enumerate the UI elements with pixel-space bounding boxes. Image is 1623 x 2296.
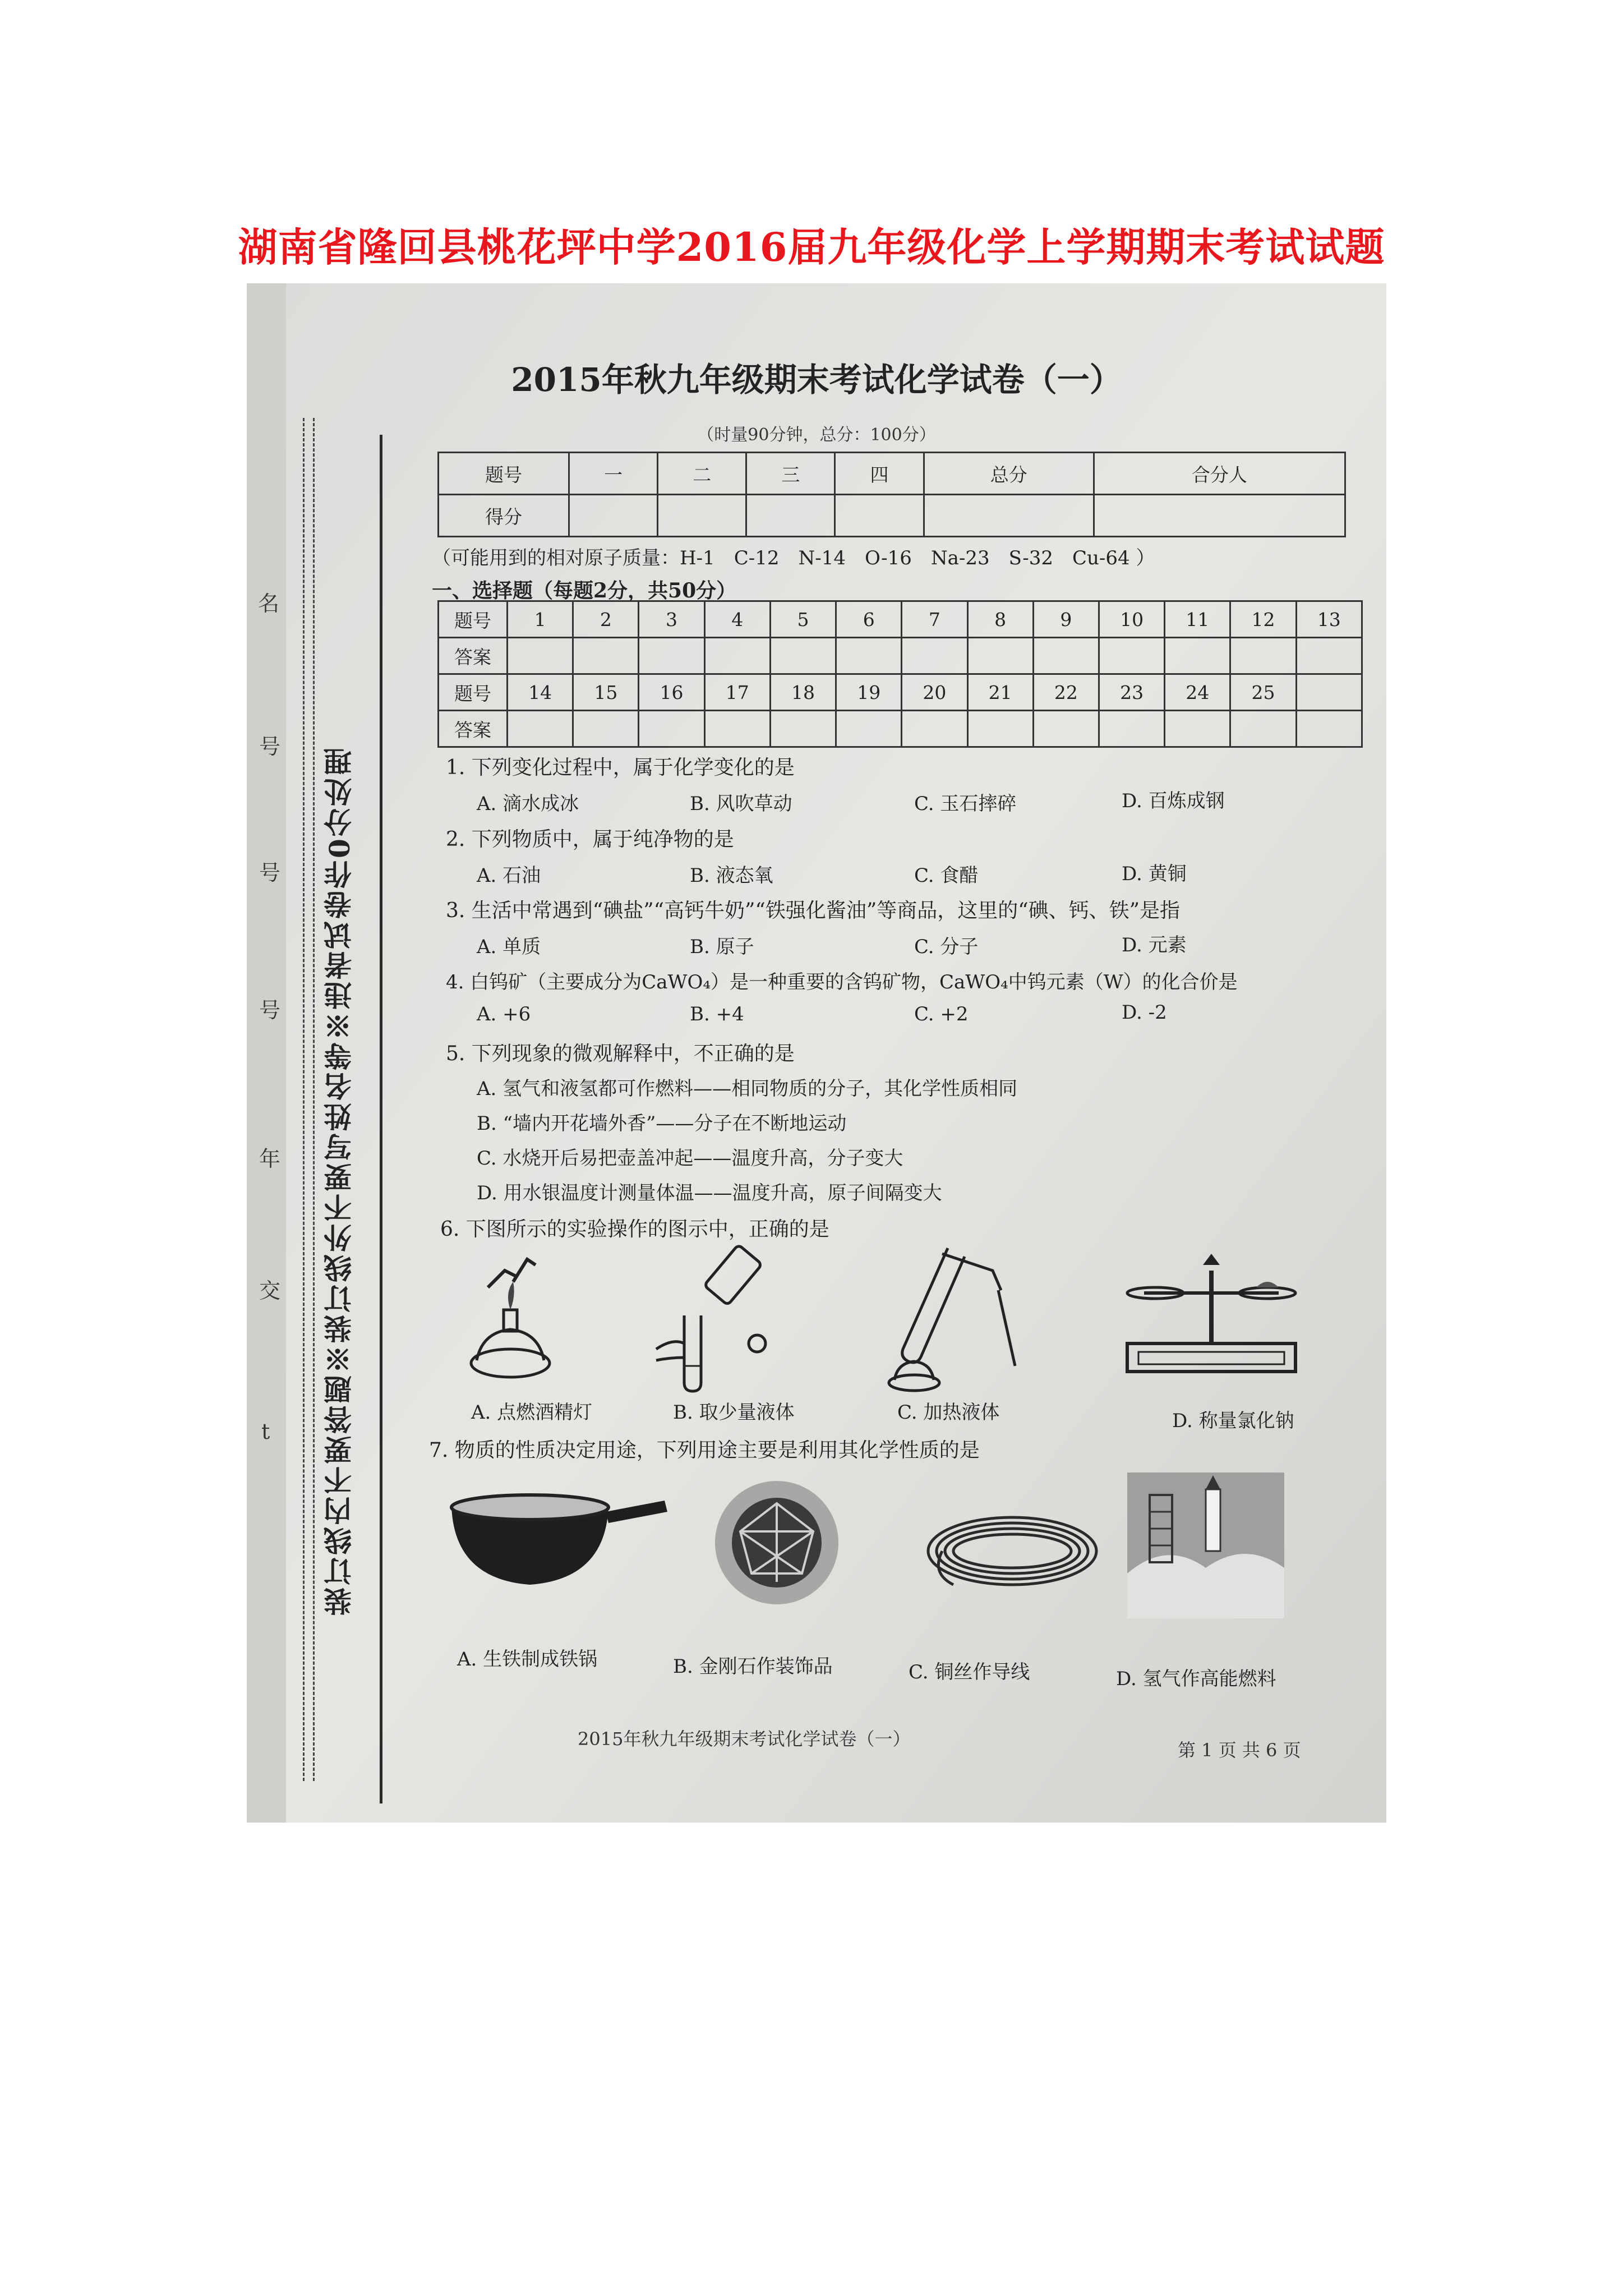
answer-num: 24	[1165, 674, 1230, 711]
question-option: C. 水烧开后易把壶盖冲起——温度升高，分子变大	[477, 1147, 903, 1170]
question-option: B. 液态氧	[690, 864, 773, 887]
answer-num: 14	[508, 674, 573, 711]
exam-subtitle: （时量90分钟，总分：100分）	[697, 425, 936, 445]
answer-cell	[1296, 711, 1362, 747]
score-cell	[569, 495, 658, 537]
answer-label: 答案	[439, 711, 508, 747]
answer-cell	[573, 638, 639, 674]
question-stem: 5. 下列现象的微观解释中，不正确的是	[446, 1042, 795, 1065]
answer-num: 1	[508, 601, 573, 638]
score-header: 题号	[439, 453, 569, 495]
answer-cell	[902, 638, 967, 674]
answer-cell	[1165, 638, 1230, 674]
score-header: 二	[658, 453, 746, 495]
binding-instruction: 装订线内不要答题※装订线外不要写姓名等※违者试卷作0分处理	[323, 746, 356, 1616]
answer-cell	[1099, 638, 1164, 674]
question-option: C. +2	[914, 1003, 969, 1025]
question-option: C. 分子	[914, 936, 979, 958]
score-cell	[835, 495, 924, 537]
score-table	[437, 452, 1346, 537]
question-option: D. 元素	[1122, 934, 1187, 956]
answer-num: 11	[1165, 601, 1230, 638]
score-cell	[924, 495, 1094, 537]
question-stem: 4. 白钨矿（主要成分为CaWO₄）是一种重要的含钨矿物，CaWO₄中钨元素（W）的化合价是	[446, 971, 1238, 993]
atomic-masses: （可能用到的相对原子质量：H-1 C-12 N-14 O-16 Na-23 S-32 Cu-64 ）	[432, 547, 1155, 569]
question-option: D. 百炼成钢	[1122, 790, 1225, 812]
rocket-launch-figure	[1127, 1473, 1284, 1618]
liquid-sampling-figure	[651, 1237, 796, 1394]
answer-cell	[902, 711, 967, 747]
question-option: D. 用水银温度计测量体温——温度升高，原子间隔变大	[477, 1182, 942, 1204]
question-stem: 1. 下列变化过程中，属于化学变化的是	[446, 756, 795, 779]
answer-num: 2	[573, 601, 639, 638]
answer-cell	[1230, 638, 1296, 674]
document-title: 湖南省隆回县桃花坪中学2016届九年级化学上学期期末考试试题	[238, 224, 1385, 270]
iron-wok-figure	[446, 1489, 670, 1596]
side-label-school: 交	[259, 1278, 281, 1303]
dashed-line-outer	[303, 418, 306, 1781]
side-label-exam-no: 号	[259, 861, 281, 885]
answer-num: 19	[836, 674, 902, 711]
answer-num: 9	[1033, 601, 1099, 638]
question-stem: 7. 物质的性质决定用途，下列用途主要是利用其化学性质的是	[429, 1439, 980, 1462]
answer-cell	[1230, 711, 1296, 747]
answer-num	[1296, 674, 1362, 711]
answer-num: 10	[1099, 601, 1164, 638]
question-option: B. +4	[690, 1003, 744, 1025]
answer-num: 3	[639, 601, 704, 638]
score-cell	[658, 495, 746, 537]
question-option: B. 金刚石作装饰品	[673, 1655, 833, 1678]
question-option: C. 玉石摔碎	[914, 793, 1017, 815]
exam-photo	[247, 283, 1386, 1823]
answer-cell	[967, 711, 1033, 747]
answer-num: 22	[1033, 674, 1099, 711]
answer-cell	[1296, 638, 1362, 674]
answer-num: 8	[967, 601, 1033, 638]
score-header: 一	[569, 453, 658, 495]
question-option: B. 取少量液体	[673, 1401, 795, 1424]
heating-liquid-figure	[880, 1237, 1026, 1394]
side-label-name: 名	[258, 591, 280, 616]
answer-cell	[704, 638, 770, 674]
question-stem: 3. 生活中常遇到“碘盐”“高钙牛奶”“铁强化酱油”等商品，这里的“碘、钙、铁”是指	[446, 899, 1181, 922]
page-footer-title: 2015年秋九年级期末考试化学试卷（一）	[578, 1728, 911, 1750]
question-option: C. 食醋	[914, 864, 979, 887]
score-cell	[1094, 495, 1345, 537]
side-label-seat-no: 号	[259, 998, 281, 1023]
answer-cell	[770, 638, 836, 674]
question-option: D. 氢气作高能燃料	[1116, 1668, 1276, 1690]
balance-scale-figure	[1122, 1248, 1301, 1377]
answer-num: 17	[704, 674, 770, 711]
answer-num: 16	[639, 674, 704, 711]
section1-title: 一、选择题（每题2分，共50分）	[432, 579, 737, 602]
answer-num: 4	[704, 601, 770, 638]
answer-num: 21	[967, 674, 1033, 711]
question-option: D. 黄铜	[1122, 863, 1187, 885]
answer-num: 12	[1230, 601, 1296, 638]
copper-wire-figure	[920, 1501, 1105, 1596]
question-option: A. 点燃酒精灯	[471, 1401, 593, 1424]
side-label-class: t	[261, 1419, 270, 1444]
binding-line	[380, 435, 382, 1803]
question-option: D. 称量氯化钠	[1172, 1410, 1294, 1432]
answer-num: 23	[1099, 674, 1164, 711]
page-number: 第 1 页 共 6 页	[1178, 1740, 1301, 1761]
diamond-figure	[707, 1478, 847, 1607]
alcohol-lamp-figure	[460, 1248, 561, 1383]
score-row-label: 得分	[439, 495, 569, 537]
side-label-id: 号	[259, 734, 281, 759]
question-stem: 6. 下图所示的实验操作的图示中，正确的是	[440, 1218, 829, 1241]
answer-label: 题号	[439, 674, 508, 711]
answer-cell	[967, 638, 1033, 674]
answer-num: 5	[770, 601, 836, 638]
answer-num: 20	[902, 674, 967, 711]
answer-cell	[1033, 638, 1099, 674]
answer-label: 答案	[439, 638, 508, 674]
question-option: A. 生铁制成铁锅	[457, 1648, 598, 1671]
score-cell	[746, 495, 835, 537]
question-option: A. +6	[477, 1003, 531, 1025]
answer-num: 13	[1296, 601, 1362, 638]
answer-cell	[508, 711, 573, 747]
answer-num: 18	[770, 674, 836, 711]
question-option: A. 单质	[477, 936, 541, 958]
answer-label: 题号	[439, 601, 508, 638]
answer-table	[437, 600, 1363, 748]
question-option: C. 加热液体	[897, 1401, 1000, 1424]
question-stem: 2. 下列物质中，属于纯净物的是	[446, 828, 734, 851]
score-header: 四	[835, 453, 924, 495]
question-option: B. 原子	[690, 936, 754, 958]
question-option: A. 滴水成冰	[477, 793, 579, 815]
answer-cell	[573, 711, 639, 747]
question-option: B. 风吹草动	[690, 793, 792, 815]
score-header: 总分	[924, 453, 1094, 495]
answer-cell	[836, 711, 902, 747]
answer-cell	[1165, 711, 1230, 747]
answer-cell	[1099, 711, 1164, 747]
score-header: 三	[746, 453, 835, 495]
answer-cell	[836, 638, 902, 674]
answer-cell	[639, 711, 704, 747]
side-label-grade: 年	[259, 1147, 281, 1171]
question-option: A. 氢气和液氢都可作燃料——相同物质的分子，其化学性质相同	[477, 1078, 1018, 1100]
dashed-line-inner	[313, 418, 316, 1781]
answer-cell	[704, 711, 770, 747]
question-option: B. “墙内开花墙外香”——分子在不断地运动	[477, 1112, 847, 1135]
answer-cell	[1033, 711, 1099, 747]
answer-num: 15	[573, 674, 639, 711]
answer-num: 25	[1230, 674, 1296, 711]
question-option: C. 铜丝作导线	[909, 1661, 1030, 1683]
answer-cell	[508, 638, 573, 674]
question-option: A. 石油	[477, 864, 541, 887]
exam-title: 2015年秋九年级期末考试化学试卷（一）	[511, 361, 1122, 399]
answer-num: 7	[902, 601, 967, 638]
answer-cell	[770, 711, 836, 747]
answer-cell	[639, 638, 704, 674]
question-option: D. -2	[1122, 1001, 1167, 1024]
score-header: 合分人	[1094, 453, 1345, 495]
answer-num: 6	[836, 601, 902, 638]
